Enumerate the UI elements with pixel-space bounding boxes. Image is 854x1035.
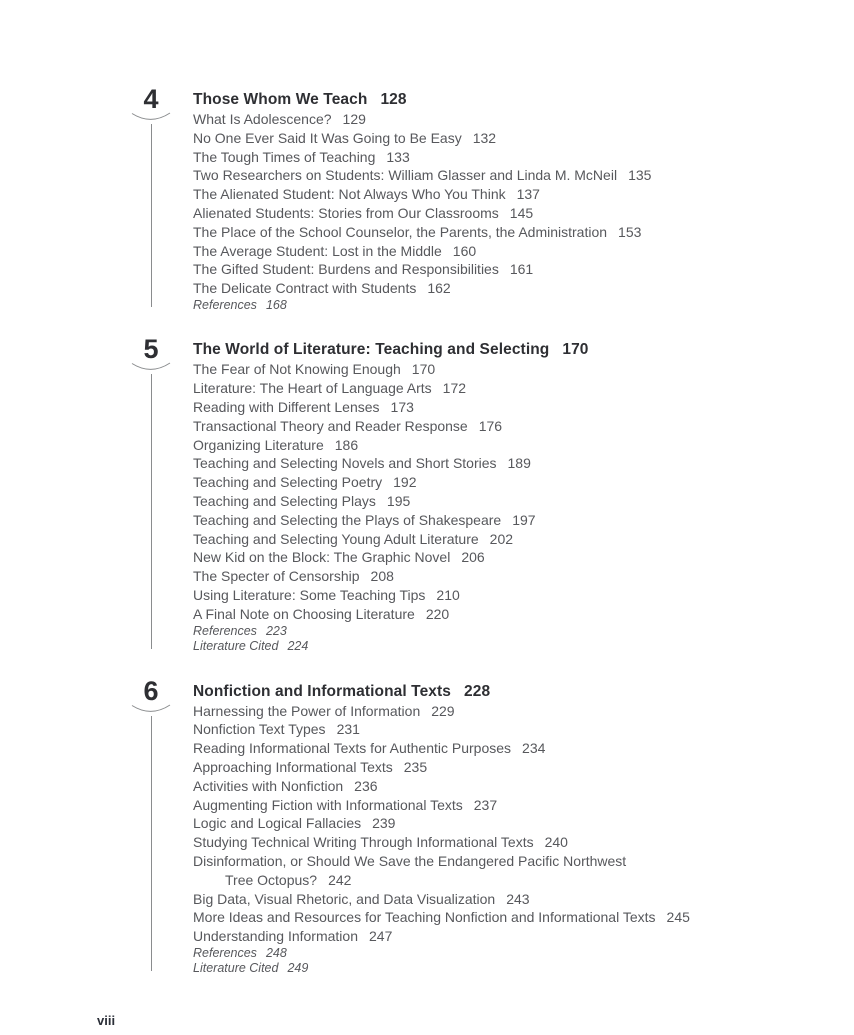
chapter-title-row xyxy=(193,682,803,702)
entry-page: 160 xyxy=(452,242,477,259)
entry-title: Alienated Students: Stories from Our Classrooms xyxy=(193,204,499,221)
chapter-stem-line xyxy=(151,374,152,648)
toc-entry xyxy=(193,567,803,586)
reference-entry xyxy=(193,961,803,977)
toc-entry xyxy=(193,398,803,417)
reference-page: 249 xyxy=(287,961,309,976)
toc-entry xyxy=(193,702,803,721)
entry-title: Literature: The Heart of Language Arts xyxy=(193,380,432,397)
toc-entry xyxy=(193,814,803,833)
entry-page: 220 xyxy=(425,605,450,622)
entry-page: 192 xyxy=(393,474,417,491)
entry-title: Transactional Theory and Reader Response xyxy=(193,417,468,434)
toc-entry-continuation xyxy=(193,871,803,890)
toc-entry xyxy=(193,166,803,185)
entry-title-continued: Tree Octopus? xyxy=(225,871,318,888)
toc-entry xyxy=(193,777,803,796)
toc-entry xyxy=(193,908,803,927)
entry-page: 153 xyxy=(618,223,642,240)
chapter-arc-ornament xyxy=(131,362,171,374)
toc-entry xyxy=(193,492,803,511)
entry-title: Teaching and Selecting Young Adult Literature xyxy=(193,530,479,547)
reference-label: References xyxy=(193,297,257,312)
chapter-entries xyxy=(193,88,803,313)
entry-page: 135 xyxy=(628,167,652,184)
entry-page: 242 xyxy=(328,871,352,888)
toc-entry xyxy=(193,360,803,379)
entry-title: Reading with Different Lenses xyxy=(193,399,380,416)
toc-entry xyxy=(193,511,803,530)
chapter-arc-ornament xyxy=(131,112,171,124)
entry-page: 176 xyxy=(478,417,503,434)
reference-entry xyxy=(193,639,803,655)
entry-title: Studying Technical Writing Through Informational Texts xyxy=(193,834,534,851)
entry-title: Harnessing the Power of Information xyxy=(193,702,421,719)
entry-page: 195 xyxy=(386,493,411,510)
toc-entry xyxy=(193,586,803,605)
entry-title: The Tough Times of Teaching xyxy=(193,148,376,165)
toc-entry xyxy=(193,758,803,777)
reference-page: 223 xyxy=(265,623,287,638)
chapter-entries xyxy=(193,338,803,654)
entry-title: The Alienated Student: Not Always Who You Think xyxy=(193,186,506,203)
entry-title: Reading Informational Texts for Authentic Purposes xyxy=(193,740,512,757)
toc-entry xyxy=(193,530,803,549)
toc-entry xyxy=(193,833,803,852)
toc-entry xyxy=(193,260,803,279)
entry-page: 236 xyxy=(354,777,378,794)
entry-title: The Gifted Student: Burdens and Responsibilities xyxy=(193,261,499,278)
entry-title: Teaching and Selecting Novels and Short Stories xyxy=(193,455,497,472)
chapter-stem-line xyxy=(151,716,152,971)
entry-title: Activities with Nonfiction xyxy=(193,777,344,794)
toc-entry xyxy=(193,379,803,398)
toc-entry xyxy=(193,473,803,492)
entry-page: 237 xyxy=(473,796,498,813)
toc-entry xyxy=(193,185,803,204)
entry-title: Two Researchers on Students: William Glasser and Linda M. McNeil xyxy=(193,167,618,184)
toc-entry xyxy=(193,927,803,946)
entry-page: 210 xyxy=(436,587,460,604)
entry-page: 206 xyxy=(461,549,485,566)
chapter-title: Those Whom We Teach xyxy=(193,91,368,108)
reference-label: References xyxy=(193,945,257,960)
entry-page: 172 xyxy=(442,380,467,397)
entry-title: Nonfiction Text Types xyxy=(193,721,326,738)
toc-entry xyxy=(193,129,803,148)
chapter-start-page: 228 xyxy=(464,682,491,700)
toc-entry xyxy=(193,110,803,129)
entry-title: What Is Adolescence? xyxy=(193,111,332,127)
entry-title: A Final Note on Choosing Literature xyxy=(193,605,415,622)
entry-page: 240 xyxy=(544,834,568,851)
entry-title: Augmenting Fiction with Informational Texts xyxy=(193,796,463,813)
chapter-start-page: 128 xyxy=(380,91,407,108)
toc-entry xyxy=(193,417,803,436)
chapter-section-5 xyxy=(131,334,803,654)
entry-page: 186 xyxy=(334,436,359,453)
reference-page: 248 xyxy=(265,945,287,960)
chapter-number: 5 xyxy=(143,334,159,365)
chapter-entries xyxy=(193,680,803,977)
toc-list xyxy=(131,84,803,1002)
reference-label: Literature Cited xyxy=(193,639,279,654)
entry-page: 231 xyxy=(336,721,360,738)
entry-page: 229 xyxy=(431,702,455,719)
entry-title: Disinformation, or Should We Save the Endangered Pacific Northwest xyxy=(193,853,627,869)
toc-entry xyxy=(193,436,803,455)
toc-entry xyxy=(193,223,803,242)
page-number: viii xyxy=(97,1013,116,1028)
entry-page: 243 xyxy=(506,890,530,907)
entry-title: The Delicate Contract with Students xyxy=(193,280,417,297)
chapter-number: 4 xyxy=(143,84,159,114)
entry-title: The Specter of Censorship xyxy=(193,568,360,585)
entry-title: Understanding Information xyxy=(193,928,358,945)
toc-entry xyxy=(193,796,803,815)
entry-title: The Place of the School Counselor, the Parents, the Administration xyxy=(193,223,608,240)
toc-entry xyxy=(193,720,803,739)
entry-page: 208 xyxy=(370,568,394,585)
entry-page: 162 xyxy=(427,280,451,297)
entry-title: The Average Student: Lost in the Middle xyxy=(193,242,442,259)
chapter-title-row xyxy=(193,90,803,110)
toc-entry xyxy=(193,890,803,909)
entry-page: 173 xyxy=(390,399,414,416)
toc-entry xyxy=(193,204,803,223)
chapter-rail xyxy=(131,84,171,313)
reference-label: References xyxy=(193,623,257,638)
chapter-start-page: 170 xyxy=(562,341,589,359)
entry-page: 189 xyxy=(507,455,531,472)
entry-title: New Kid on the Block: The Graphic Novel xyxy=(193,549,451,566)
reference-page: 168 xyxy=(265,297,287,312)
chapter-title-row xyxy=(193,340,803,360)
entry-page: 137 xyxy=(516,186,540,203)
entry-page: 239 xyxy=(372,815,396,832)
toc-entry xyxy=(193,148,803,167)
entry-title: Teaching and Selecting Poetry xyxy=(193,474,383,491)
entry-page: 245 xyxy=(666,909,690,926)
toc-entry xyxy=(193,548,803,567)
toc-entry xyxy=(193,242,803,261)
chapter-rail xyxy=(131,675,171,977)
entry-page: 161 xyxy=(509,261,534,278)
toc-entry xyxy=(193,739,803,758)
chapter-rail xyxy=(131,334,171,654)
entry-page: 129 xyxy=(342,111,366,127)
entry-page: 170 xyxy=(411,361,436,378)
entry-page: 133 xyxy=(386,148,410,165)
entry-title: More Ideas and Resources for Teaching Nonfiction and Informational Texts xyxy=(193,909,656,926)
entry-title: Teaching and Selecting Plays xyxy=(193,493,376,510)
entry-title: The Fear of Not Knowing Enough xyxy=(193,361,401,378)
toc-entry xyxy=(193,279,803,298)
entry-title: No One Ever Said It Was Going to Be Easy xyxy=(193,129,462,146)
toc-entry xyxy=(193,454,803,473)
chapter-title: Nonfiction and Informational Texts xyxy=(193,682,452,700)
toc-entry xyxy=(193,605,803,624)
entry-page: 145 xyxy=(509,204,534,221)
entry-page: 235 xyxy=(403,759,428,776)
entry-title: Teaching and Selecting the Plays of Shakespeare xyxy=(193,511,502,528)
chapter-section-6 xyxy=(131,675,803,977)
entry-page: 234 xyxy=(522,740,546,757)
reference-page: 224 xyxy=(287,639,309,654)
entry-title: Logic and Logical Fallacies xyxy=(193,815,362,832)
reference-entry xyxy=(193,298,803,314)
chapter-section-4 xyxy=(131,84,803,313)
entry-page: 197 xyxy=(512,511,536,528)
entry-title: Big Data, Visual Rhetoric, and Data Visualization xyxy=(193,890,496,907)
entry-page: 132 xyxy=(472,129,497,146)
chapter-stem-line xyxy=(151,124,152,307)
reference-entry xyxy=(193,624,803,640)
entry-title: Using Literature: Some Teaching Tips xyxy=(193,587,426,604)
entry-page: 247 xyxy=(369,928,393,945)
reference-label: Literature Cited xyxy=(193,961,279,976)
chapter-title: The World of Literature: Teaching and Selecting xyxy=(193,341,550,359)
toc-entry xyxy=(193,852,803,871)
chapter-arc-ornament xyxy=(131,704,171,716)
entry-page: 202 xyxy=(489,530,514,547)
reference-entry xyxy=(193,946,803,962)
chapter-number: 6 xyxy=(143,675,159,706)
entry-title: Approaching Informational Texts xyxy=(193,759,393,776)
entry-title: Organizing Literature xyxy=(193,436,324,453)
